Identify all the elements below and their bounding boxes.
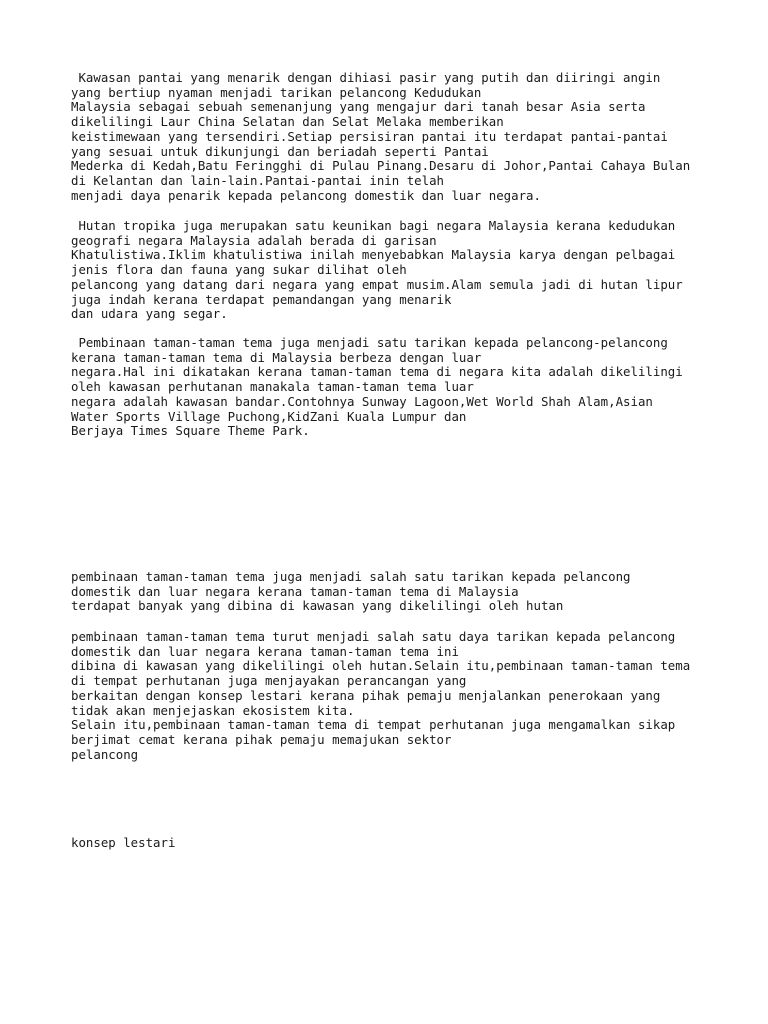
paragraph-tropical-forest: Hutan tropika juga merupakan satu keunikan bagi negara Malaysia kerana kedudukan geografi negara Malaysia adalah berada di garisan Khatulistiwa.Iklim khatulistiwa inilah menyebabkan Malaysia karya dengan pelbagai jenis flora dan fauna yang sukar dilihat oleh pelancong yang datang dari negara yang empat musim.Alam semula jadi di hutan lipur juga indah kerana terdapat pemandangan yang menarik dan udara yang segar. [71, 218, 683, 322]
paragraph-theme-parks-note-2: pembinaan taman-taman tema turut menjadi salah satu daya tarikan kepada pelancong domestik dan luar negara kerana taman-taman tema ini dibina di kawasan yang dikelilingi oleh hutan.Selain itu,pembinaan taman-taman tema di tempat perhutanan juga menjayakan perancangan yang berkaitan dengan konsep lestari kerana pihak pemaju menjalankan penerokaan yang tidak akan menjejaskan ekosistem kita. Selain itu,pembinaan taman-taman tema di tempat perhutanan juga mengamalkan sikap berjimat cemat kerana pihak pemaju memajukan sektor pelancong [71, 629, 691, 762]
paragraph-konsep-lestari: konsep lestari [71, 835, 176, 850]
paragraph-beaches: Kawasan pantai yang menarik dengan dihiasi pasir yang putih dan diiringi angin yang bertiup nyaman menjadi tarikan pelancong Kedudukan Malaysia sebagai sebuah semenanjung yang mengajur dari tanah besar Asia serta dikelilingi Laur China Selatan dan Selat Melaka memberikan keistimewaan yang tersendiri.Setiap persisiran pantai itu terdapat pantai-pantai yang sesuai untuk dikunjungi dan beriadah seperti Pantai Mederka di Kedah,Batu Feringghi di Pulau Pinang.Desaru di Johor,Pantai Cahaya Bulan di Kelantan dan lain-lain.Pantai-pantai inin telah menjadi daya penarik kepada pelancong domestik dan luar negara. [71, 70, 691, 203]
paragraph-theme-parks: Pembinaan taman-taman tema juga menjadi satu tarikan kepada pelancong-pelancong kerana taman-taman tema di Malaysia berbeza dengan luar negara.Hal ini dikatakan kerana taman-taman tema di negara kita adalah dikelilingi oleh kawasan perhutanan manakala taman-taman tema luar negara adalah kawasan bandar.Contohnya Sunway Lagoon,Wet World Shah Alam,Asian Water Sports Village Puchong,KidZani Kuala Lumpur dan Berjaya Times Square Theme Park. [71, 335, 683, 439]
paragraph-theme-parks-note-1: pembinaan taman-taman tema juga menjadi salah satu tarikan kepada pelancong domestik dan luar negara kerana taman-taman tema di Malaysia terdapat banyak yang dibina di kawasan yang dikelilingi oleh hutan [71, 569, 631, 614]
